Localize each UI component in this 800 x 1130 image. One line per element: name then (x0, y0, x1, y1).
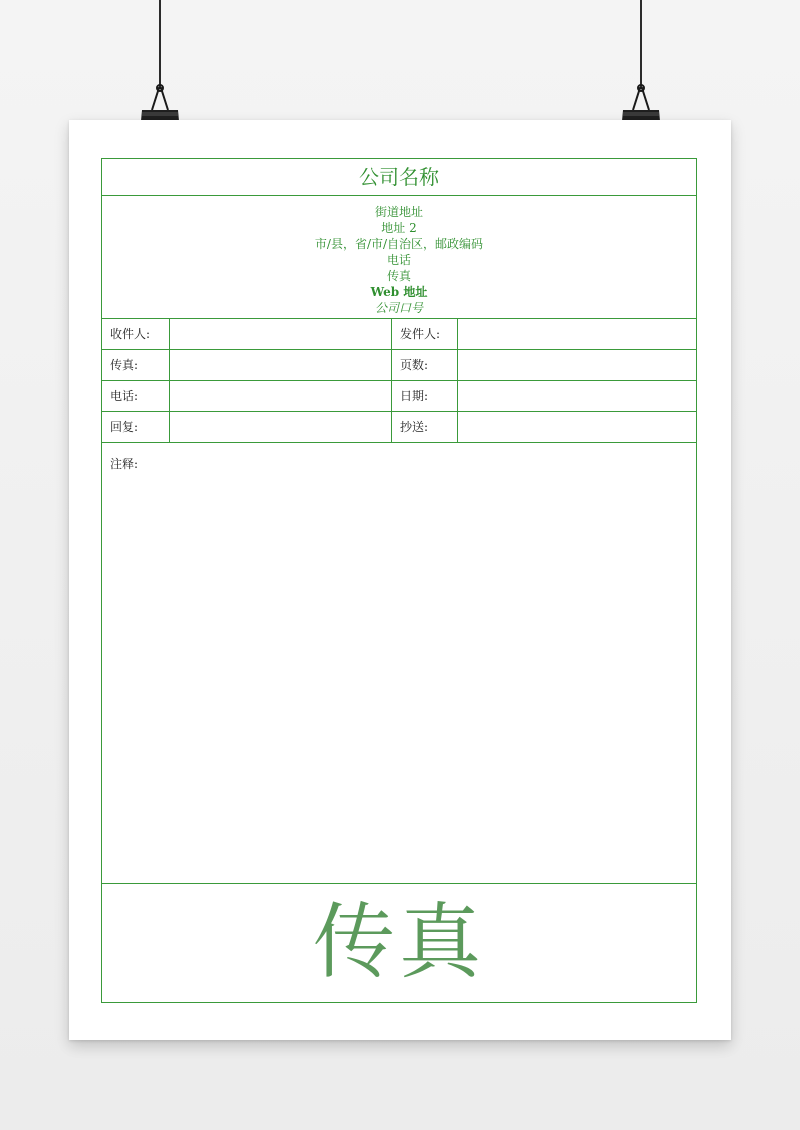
fax-fields-table (102, 319, 696, 443)
cc-field[interactable] (457, 412, 697, 442)
company-name: 公司名称 (102, 159, 696, 196)
sender-field[interactable] (457, 319, 697, 349)
reply-field[interactable] (169, 412, 392, 442)
date-label: 日期: (400, 389, 429, 403)
notes-area[interactable] (102, 443, 696, 884)
field-row-reply (102, 412, 696, 443)
phone-field[interactable] (169, 381, 392, 411)
recipient-label: 收件人: (110, 327, 151, 341)
address-block (102, 195, 696, 319)
fax-title: 传真 (312, 895, 485, 990)
hanging-string-left (159, 0, 161, 88)
field-row-phone (102, 381, 696, 412)
pages-field[interactable] (457, 350, 697, 380)
street-address: 街道地址 (374, 205, 423, 219)
address-line-2: 地址 2 (381, 221, 417, 235)
fax-form-frame (101, 158, 697, 1003)
web-address: Web 地址 (370, 285, 428, 299)
date-field[interactable] (457, 381, 697, 411)
company-slogan: 公司口号 (374, 301, 423, 315)
pages-label: 页数: (400, 358, 429, 372)
sender-label: 发件人: (400, 327, 441, 341)
cc-label: 抄送: (400, 420, 429, 434)
fax-sheet (69, 120, 731, 1040)
reply-label: 回复: (110, 420, 139, 434)
recipient-field[interactable] (169, 319, 392, 349)
fax-label: 传真: (110, 358, 139, 372)
fax-field[interactable] (169, 350, 392, 380)
notes-label: 注释: (110, 457, 139, 471)
company-phone: 电话 (386, 253, 411, 267)
phone-label: 电话: (110, 389, 139, 403)
field-row-recipient (102, 319, 696, 350)
field-row-fax (102, 350, 696, 381)
company-fax: 传真 (386, 269, 411, 283)
city-state-zip: 市/县，省/市/自治区，邮政编码 (314, 237, 484, 251)
hanging-string-right (640, 0, 642, 88)
